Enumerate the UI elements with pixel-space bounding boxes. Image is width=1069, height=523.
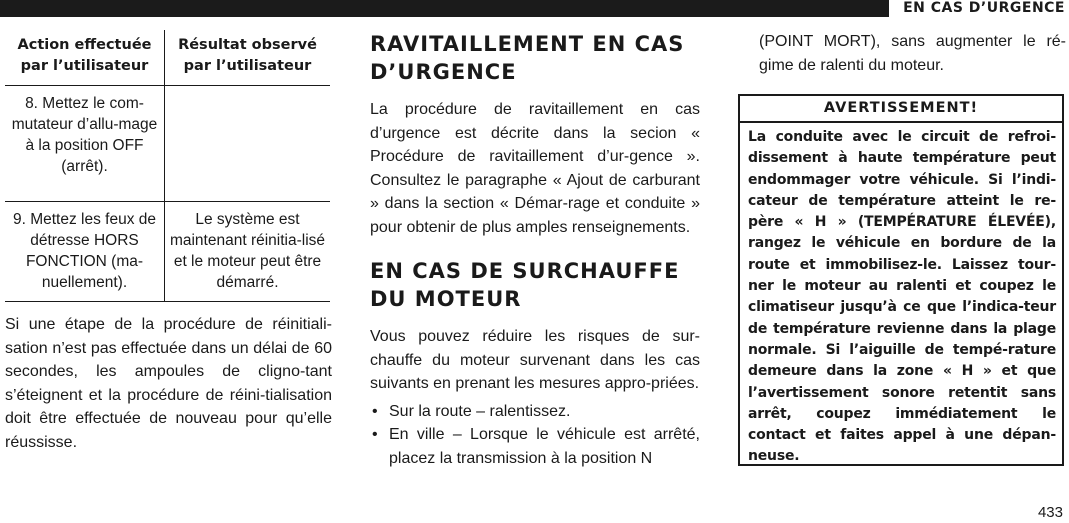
refueling-paragraph: La procédure de ravitaillement en cas d’urgence est décrite dans la secion « Procédure de ravitaillement d’ur-gence ». Consultez le paragraphe « Ajout de carburant » dans la section « Démar-rage et conduite » pour obtenir de plus amples renseignements.	[370, 101, 700, 236]
continuation-text: (POINT MORT), sans augmenter le ré-gime de ralenti du moteur.	[759, 33, 1066, 74]
table-header-action: Action effectuée par l’utilisateur	[5, 30, 165, 86]
warning-box	[738, 94, 1064, 466]
table-cell-action: 9. Mettez les feux de détresse HORS FONCTION (ma-nuellement).	[5, 202, 165, 302]
table-header-row	[5, 30, 330, 86]
reset-note-paragraph: Si une étape de la procédure de réinitiali-sation n’est pas effectuée dans un délai de 60 secondes, les ampoules de cligno-tant s’éteignent et la procédure de réini-tialisation doit être effectuée de nouveau pour qu’elle réussisse.	[5, 316, 332, 451]
overheating-paragraph: Vous pouvez réduire les risques de sur-chauffe du moteur survenant dans les cas suivants en prenant les mesures appro-priées.	[370, 328, 700, 392]
table-cell-result	[165, 86, 331, 202]
list-item	[370, 400, 700, 424]
table-row	[5, 202, 330, 302]
main-column	[370, 30, 700, 470]
list-item-text: En ville – Lorsque le véhicule est arrêté, placez la transmission à la position N	[389, 426, 700, 467]
table-header-result: Résultat observé par l’utilisateur	[165, 30, 331, 86]
list-item	[370, 423, 700, 470]
overheating-bullet-list	[370, 400, 700, 471]
bullet-icon: •	[372, 426, 378, 443]
section-title: EN CAS D’URGENCE	[889, 0, 1069, 17]
reset-procedure-table	[5, 30, 330, 302]
page-number: 433	[1037, 504, 1063, 521]
heading-engine-overheating: EN CAS DE SURCHAUFFE DU MOTEUR	[370, 259, 680, 311]
warning-body: La conduite avec le circuit de refroi-dissement à haute température peut endommager votre véhicule. Si l’indi-cateur de température atteint le re-père « H » (TEMPÉRATURE ÉLEVÉE), rangez le véhicule en bordure de la route et immobilisez-le. Laissez tour-ner le moteur au ralenti et coupez le climatiseur jusqu’à ce que l’indica-teur de température revienne dans la plage normale. Si l’aiguille de tempé-rature demeure dans la zone « H » et que l’avertissement sonore retentit sans arrêt, coupez immédiatement le contact et faites appel à une dépan-neuse.	[748, 129, 1056, 465]
list-item-text: Sur la route – ralentissez.	[389, 402, 571, 420]
heading-emergency-refueling: RAVITAILLEMENT EN CAS D’URGENCE	[370, 32, 685, 84]
table-row	[5, 86, 330, 202]
table-cell-result: Le système est maintenant réinitia-lisé et le moteur peut être démarré.	[165, 202, 331, 302]
warning-title: AVERTISSEMENT!	[740, 96, 1062, 123]
bullet-icon: •	[372, 402, 378, 420]
table-cell-action: 8. Mettez le com-mutateur d’allu-mage à la position OFF (arrêt).	[5, 86, 165, 202]
